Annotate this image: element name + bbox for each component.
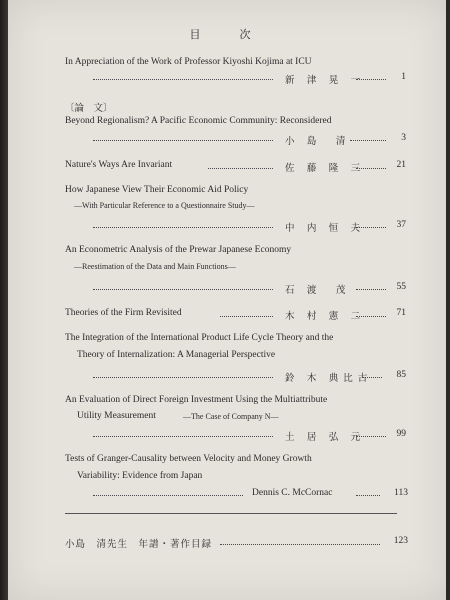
entry-7-page: 85 [396, 370, 406, 380]
section-label: 〔論 文〕 [65, 104, 113, 114]
document-page [8, 0, 446, 600]
entry-6-page: 71 [396, 308, 406, 318]
entry-7-title: The Integration of the International Product Life Cycle Theory and the [65, 333, 334, 343]
entry-8-author: 土 居 弘 元 [285, 433, 366, 443]
entry-3-title: Nature's Ways Are Invariant [65, 160, 173, 170]
entry-5-subtitle: —Reestimation of the Data and Main Functions— [74, 262, 236, 271]
entry-4-author: 中 内 恒 夫 [285, 224, 366, 234]
entry-6-title: Theories of the Firm Revisited [65, 308, 182, 318]
page-binding-edge [0, 0, 8, 600]
entry-4-subtitle: —With Particular Reference to a Questionnaire Study— [74, 201, 255, 210]
entry-8-subtitle: —The Case of Company N— [183, 412, 279, 421]
entry-9-title: Tests of Granger-Causality between Velocity and Money Growth [65, 454, 312, 464]
entry-5-page: 55 [396, 282, 406, 292]
entry-4-title: How Japanese View Their Economic Aid Policy [65, 185, 249, 195]
entry-9-page: 113 [394, 488, 408, 498]
entry-2-title: Beyond Regionalism? A Pacific Economic Community: Reconsidered [65, 116, 332, 126]
entry-1-page: 1 [401, 72, 406, 82]
toc-heading: 目 次 [189, 29, 265, 41]
leader-dots [93, 227, 273, 228]
leader-dots [220, 316, 273, 317]
entry-5-author: 石 渡 茂 [285, 286, 351, 296]
leader-dots [208, 168, 273, 169]
appendix-label: 小島 清先生 年譜・著作目録 [65, 540, 213, 550]
leader-dots [356, 495, 380, 496]
leader-dots [220, 544, 380, 545]
leader-dots [93, 79, 273, 80]
leader-dots [93, 436, 273, 437]
entry-5-title: An Econometric Analysis of the Prewar Japanese Economy [65, 245, 292, 255]
entry-7-title-line2: Theory of Internalization: A Managerial Perspective [77, 350, 276, 360]
horizontal-rule [65, 513, 397, 514]
leader-dots [93, 377, 273, 378]
entry-6-author: 木 村 憲 二 [285, 312, 366, 322]
entry-3-page: 21 [396, 160, 406, 170]
entry-8-page: 99 [396, 429, 406, 439]
entry-4-page: 37 [396, 220, 406, 230]
leader-dots [93, 140, 273, 141]
entry-8-title: An Evaluation of Direct Foreign Investment Using the Multiattribute [65, 395, 328, 405]
entry-1-author: 新 津 晃 一 [285, 76, 366, 86]
leader-dots [93, 495, 243, 496]
entry-7-author: 鈴 木 典比古 [285, 374, 373, 384]
appendix-page: 123 [393, 536, 408, 546]
entry-3-author: 佐 藤 隆 三 [285, 164, 366, 174]
entry-2-page: 3 [401, 133, 406, 143]
leader-dots [93, 289, 273, 290]
entry-8-title-line2: Utility Measurement [77, 411, 156, 421]
entry-2-author: 小 島 清 [285, 137, 351, 147]
entry-9-title-line2: Variability: Evidence from Japan [77, 471, 203, 481]
entry-9-author: Dennis C. McCornac [252, 488, 333, 498]
entry-1-title: In Appreciation of the Work of Professor Kiyoshi Kojima at ICU [65, 57, 312, 67]
